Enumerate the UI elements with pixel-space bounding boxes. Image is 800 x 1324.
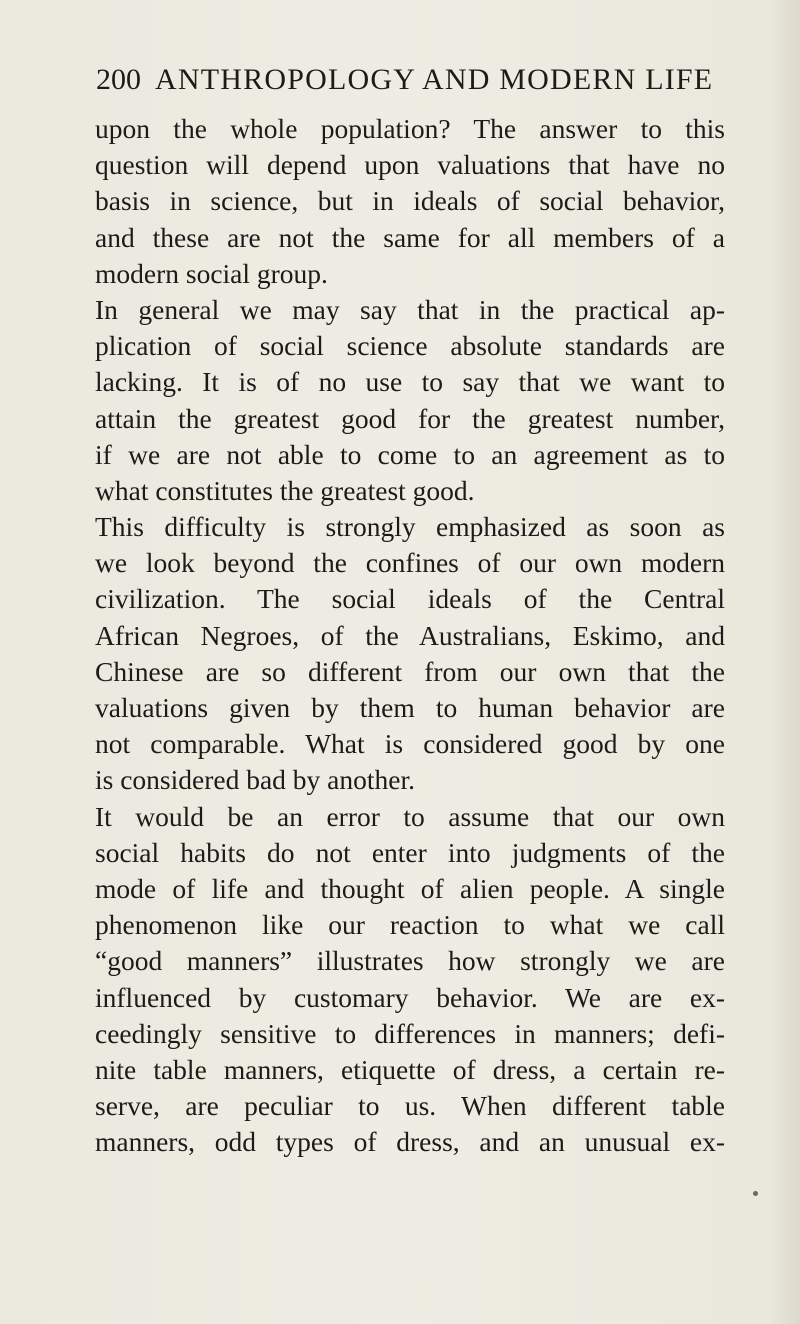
text-line: and these are not the same for all members of a: [95, 221, 725, 253]
text-line: manners, odd types of dress, and an unusual ex-: [95, 1126, 725, 1158]
running-title: ANTHROPOLOGY AND MODERN LIFE: [155, 63, 714, 96]
page-number: 200: [96, 63, 141, 96]
text-line: ceedingly sensitive to differences in manners; defi-: [95, 1017, 725, 1049]
text-line: African Negroes, of the Australians, Eskimo, and: [95, 619, 725, 651]
text-line: mode of life and thought of alien people. A single: [95, 872, 725, 904]
text-line: valuations given by them to human behavior are: [95, 692, 725, 723]
text-line: Chinese are so different from our own that the: [95, 655, 725, 687]
text-line: social habits do not enter into judgments of the: [95, 836, 725, 868]
text-line: phenomenon like our reaction to what we call: [95, 909, 725, 941]
text-line: upon the whole population? The answer to this: [95, 113, 725, 144]
text-line: lacking. It is of no use to say that we want to: [95, 366, 725, 398]
text-line: basis in science, but in ideals of social behavior,: [95, 185, 725, 217]
running-header: [96, 60, 716, 100]
text-line: attain the greatest good for the greatest number,: [95, 402, 725, 434]
text-line: plication of social science absolute standards are: [95, 330, 725, 362]
text-line: It would be an error to assume that our own: [95, 800, 725, 832]
text-line: serve, are peculiar to us. When different table: [95, 1090, 725, 1122]
text-line: if we are not able to come to an agreement as to: [95, 438, 725, 470]
text-line: modern social group.: [95, 257, 328, 289]
text-line: influenced by customary behavior. We are ex-: [95, 981, 725, 1013]
text-line: not comparable. What is considered good by one: [95, 728, 725, 760]
ink-speck: [753, 1191, 758, 1196]
text-line: nite table manners, etiquette of dress, a certain re-: [95, 1053, 725, 1085]
text-line: what constitutes the greatest good.: [95, 474, 475, 506]
text-line: we look beyond the confines of our own modern: [95, 547, 725, 579]
text-line: “good manners” illustrates how strongly we are: [95, 945, 725, 977]
text-line: civilization. The social ideals of the Central: [95, 583, 725, 615]
text-line: This difficulty is strongly emphasized as soon as: [95, 511, 725, 543]
text-line: is considered bad by another.: [95, 764, 415, 796]
text-line: question will depend upon valuations that have no: [95, 149, 725, 181]
text-line: In general we may say that in the practical ap-: [95, 293, 725, 325]
body-text: [95, 111, 725, 1160]
